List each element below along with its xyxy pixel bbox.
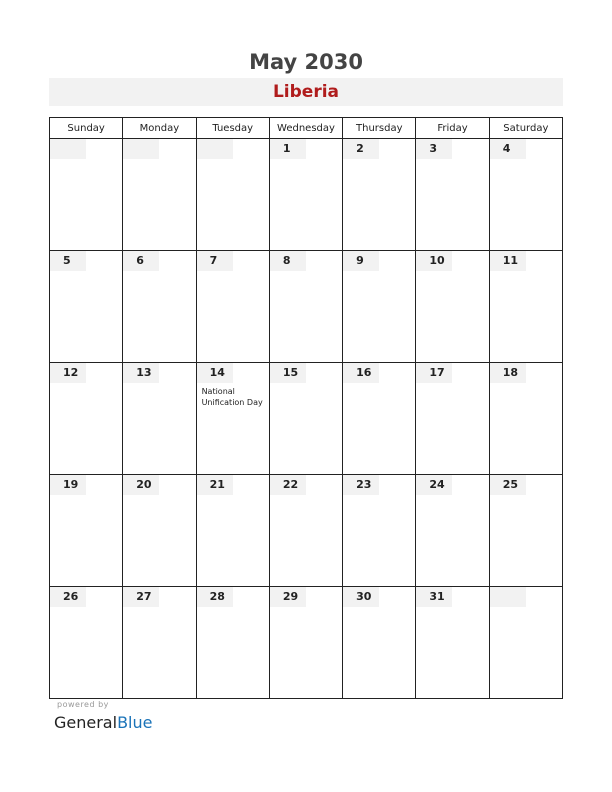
day-cell[interactable] — [416, 587, 489, 699]
day-cell[interactable] — [196, 251, 269, 363]
day-number: 5 — [50, 251, 86, 271]
day-number: 25 — [490, 475, 526, 495]
generalblue-logo[interactable] — [54, 712, 152, 734]
day-number: 1 — [270, 139, 306, 159]
day-number — [490, 587, 526, 607]
week-row — [50, 251, 563, 363]
day-number: 21 — [197, 475, 233, 495]
day-number: 28 — [197, 587, 233, 607]
day-cell[interactable] — [416, 363, 489, 475]
week-row — [50, 363, 563, 475]
day-number: 31 — [416, 587, 452, 607]
brand-general-text: General — [54, 713, 118, 732]
day-cell[interactable] — [489, 139, 562, 251]
day-cell[interactable] — [123, 475, 196, 587]
day-cell[interactable] — [123, 587, 196, 699]
week-row — [50, 587, 563, 699]
day-cell[interactable] — [196, 363, 269, 475]
weekday-header-row — [50, 118, 563, 139]
month-calendar-grid — [49, 117, 563, 699]
weekday-wednesday: Wednesday — [269, 118, 342, 139]
day-cell[interactable] — [269, 587, 342, 699]
day-number: 17 — [416, 363, 452, 383]
day-cell[interactable] — [269, 475, 342, 587]
day-cell[interactable] — [416, 139, 489, 251]
day-number — [50, 139, 86, 159]
day-cell[interactable] — [489, 475, 562, 587]
day-number: 26 — [50, 587, 86, 607]
day-number: 20 — [123, 475, 159, 495]
day-cell[interactable] — [50, 139, 123, 251]
day-number: 15 — [270, 363, 306, 383]
weekday-friday: Friday — [416, 118, 489, 139]
day-number: 16 — [343, 363, 379, 383]
day-cell[interactable] — [50, 363, 123, 475]
weekday-tuesday: Tuesday — [196, 118, 269, 139]
weekday-sunday: Sunday — [50, 118, 123, 139]
day-number: 7 — [197, 251, 233, 271]
day-cell[interactable] — [343, 475, 416, 587]
day-cell[interactable] — [489, 587, 562, 699]
weekday-monday: Monday — [123, 118, 196, 139]
day-number: 12 — [50, 363, 86, 383]
day-cell[interactable] — [50, 251, 123, 363]
day-cell[interactable] — [343, 139, 416, 251]
week-row — [50, 475, 563, 587]
calendar-body — [50, 139, 563, 699]
day-cell[interactable] — [196, 139, 269, 251]
day-cell[interactable] — [123, 363, 196, 475]
weekday-saturday: Saturday — [489, 118, 562, 139]
day-cell[interactable] — [123, 251, 196, 363]
day-number: 8 — [270, 251, 306, 271]
day-cell[interactable] — [489, 363, 562, 475]
calendar-title: May 2030 — [249, 50, 363, 74]
day-number: 24 — [416, 475, 452, 495]
day-cell[interactable] — [343, 587, 416, 699]
day-number: 30 — [343, 587, 379, 607]
day-number: 2 — [343, 139, 379, 159]
day-cell[interactable] — [416, 251, 489, 363]
day-number — [123, 139, 159, 159]
day-cell[interactable] — [343, 363, 416, 475]
day-number: 23 — [343, 475, 379, 495]
day-cell[interactable] — [269, 139, 342, 251]
day-cell[interactable] — [269, 363, 342, 475]
weekday-thursday: Thursday — [343, 118, 416, 139]
powered-by-label: powered by — [57, 700, 109, 709]
country-name: Liberia — [49, 78, 563, 106]
day-number: 4 — [490, 139, 526, 159]
day-cell[interactable] — [50, 475, 123, 587]
day-number: 13 — [123, 363, 159, 383]
day-cell[interactable] — [416, 475, 489, 587]
day-number — [197, 139, 233, 159]
day-number: 3 — [416, 139, 452, 159]
day-number: 18 — [490, 363, 526, 383]
day-number: 19 — [50, 475, 86, 495]
day-cell[interactable] — [343, 251, 416, 363]
brand-blue-text: Blue — [117, 713, 153, 732]
day-number: 29 — [270, 587, 306, 607]
day-number: 14 — [197, 363, 233, 383]
day-cell[interactable] — [50, 587, 123, 699]
day-cell[interactable] — [196, 475, 269, 587]
day-number: 11 — [490, 251, 526, 271]
day-number: 22 — [270, 475, 306, 495]
day-number: 9 — [343, 251, 379, 271]
day-cell[interactable] — [269, 251, 342, 363]
day-cell[interactable] — [123, 139, 196, 251]
day-cell[interactable] — [489, 251, 562, 363]
week-row — [50, 139, 563, 251]
holiday-event: National Unification Day — [201, 387, 263, 407]
day-number: 27 — [123, 587, 159, 607]
day-number: 6 — [123, 251, 159, 271]
day-cell[interactable] — [196, 587, 269, 699]
day-number: 10 — [416, 251, 452, 271]
